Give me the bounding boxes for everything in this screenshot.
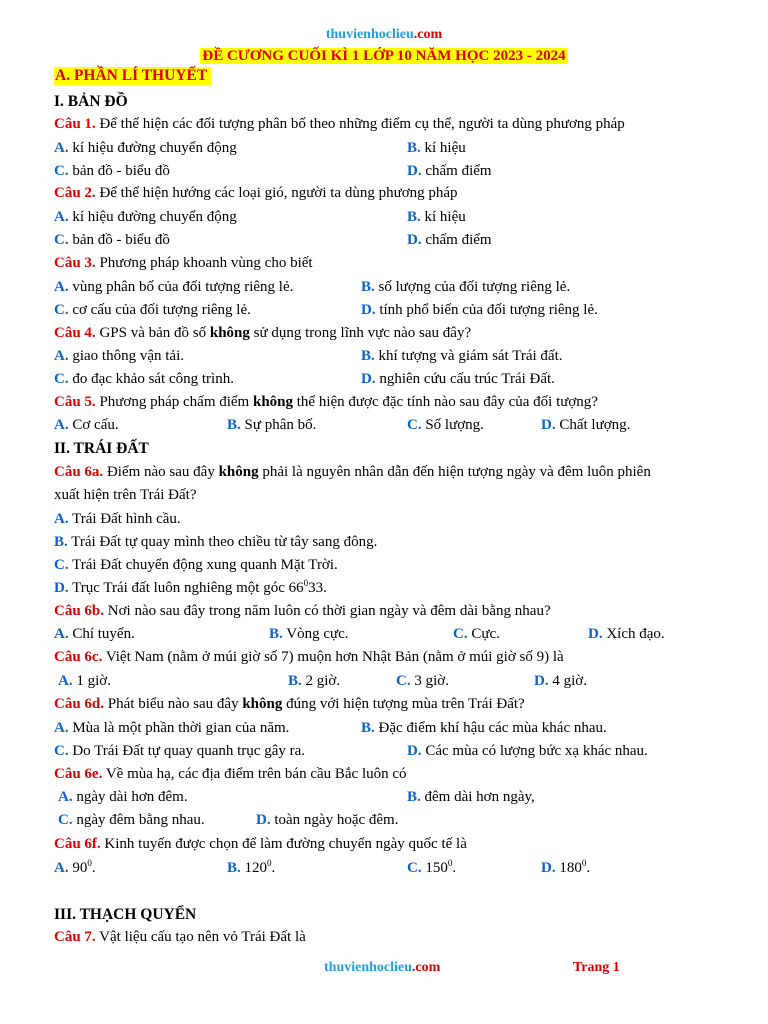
q2-option-c: C. bản đồ - biểu đồ xyxy=(54,232,170,248)
q6e-option-a: A. ngày dài hơn đêm. xyxy=(58,789,188,805)
q5-option-a: A. Cơ cấu. xyxy=(54,417,119,433)
question-6f: Câu 6f. Kinh tuyến được chọn để làm đường chuyển ngày quốc tế là xyxy=(54,836,467,852)
footer-site: thuvienhoclieu.com xyxy=(324,960,441,975)
q2-option-a: A. kí hiệu đường chuyển động xyxy=(54,209,237,225)
question-2 xyxy=(54,185,458,202)
q6b-option-a: A. Chí tuyến. xyxy=(54,626,135,642)
q6c-option-b: B. 2 giờ. xyxy=(288,673,341,689)
question-label: Câu 6a. xyxy=(54,464,104,480)
q6b-option-d: D. Xích đạo. xyxy=(588,626,665,642)
question-label: Câu 6c. xyxy=(54,649,103,665)
question-6c: Câu 6c. Việt Nam (nằm ở múi giờ số 7) muộn hơn Nhật Bản (nằm ở múi giờ số 9) là xyxy=(54,649,564,665)
page-number: Trang 1 xyxy=(573,960,620,975)
q2-option-b: B. kí hiệu xyxy=(407,209,466,225)
q6a-option-a: A. Trái Đất hình cầu. xyxy=(54,511,181,527)
question-text: Để thể hiện các đối tượng phân bố theo những điểm cụ thể, người ta dùng phương pháp xyxy=(95,116,625,132)
q1-option-c: C. bản đồ - biểu đồ xyxy=(54,163,170,179)
question-1 xyxy=(54,116,625,133)
q6f-option-b: B. $120^0$. xyxy=(227,858,276,876)
q6d-option-b: B. Đặc điểm khí hậu các mùa khác nhau. xyxy=(361,720,607,736)
question-label: Câu 6f. xyxy=(54,836,101,852)
question-6d: Câu 6d. Phát biểu nào sau đây không đúng với hiện tượng mùa trên Trái Đất? xyxy=(54,696,525,712)
q1-option-b: B. kí hiệu xyxy=(407,140,466,156)
question-7: Câu 7. Vật liệu cấu tạo nên vỏ Trái Đất là xyxy=(54,929,306,945)
document-title: ĐỀ CƯƠNG CUỐI KÌ 1 LỚP 10 NĂM HỌC 2023 - 2024 xyxy=(202,48,566,64)
document-title-row xyxy=(0,47,768,65)
question-label: Câu 6b. xyxy=(54,603,105,619)
question-text: Phương pháp khoanh vùng cho biết xyxy=(95,255,313,271)
q6d-option-c: C. Do Trái Đất tự quay quanh trục gây ra. xyxy=(54,743,306,759)
question-3 xyxy=(54,255,313,272)
question-6e: Câu 6e. Về mùa hạ, các địa điểm trên bán cầu Bắc luôn có xyxy=(54,766,407,782)
q4-option-c: C. đo đạc khảo sát công trình. xyxy=(54,371,234,387)
q6a-option-b: B. Trái Đất tự quay mình theo chiều từ tây sang đông. xyxy=(54,534,378,550)
question-5: Câu 5. Phương pháp chấm điểm không thể hiện được đặc tính nào sau đây của đối tượng? xyxy=(54,394,598,410)
q3-option-a: A. vùng phân bố của đối tượng riêng lẻ. xyxy=(54,279,294,295)
section-3-heading: III. THẠCH QUYỂN xyxy=(54,906,197,923)
site-header xyxy=(0,27,768,43)
question-label: Câu 5. xyxy=(54,394,96,410)
q6f-option-c: C. $150^0$. xyxy=(407,858,457,876)
question-4: Câu 4. GPS và bản đồ số không sử dụng trong lĩnh vực nào sau đây? xyxy=(54,325,472,341)
section-1-heading: I. BẢN ĐỒ xyxy=(54,93,128,110)
q5-option-d: D. Chất lượng. xyxy=(541,417,631,433)
q6e-option-c: C. ngày đêm bằng nhau. xyxy=(58,812,205,828)
q1-option-d: D. chấm điểm xyxy=(407,163,492,179)
q4-option-b: B. khí tượng và giám sát Trái đất. xyxy=(361,348,563,364)
q6a-option-c: C. Trái Đất chuyển động xung quanh Mặt Trời. xyxy=(54,557,338,573)
q6e-option-d: D. toàn ngày hoặc đêm. xyxy=(256,812,399,828)
q2-option-d: D. chấm điểm xyxy=(407,232,492,248)
q6d-option-d: D. Các mùa có lượng bức xạ khác nhau. xyxy=(407,743,648,759)
q6b-option-b: B. Vòng cực. xyxy=(269,626,349,642)
section-a-heading: A. PHẦN LÍ THUYẾT xyxy=(54,67,211,85)
q4-option-a: A. giao thông vận tải. xyxy=(54,348,184,364)
q3-option-d: D. tính phổ biến của đối tượng riêng lẻ. xyxy=(361,302,598,318)
question-label: Câu 4. xyxy=(54,325,96,341)
q6f-option-a: A. $90^0$. xyxy=(54,858,96,876)
q6c-option-c: C. 3 giờ. xyxy=(396,673,449,689)
section-2-heading: II. TRÁI ĐẤT xyxy=(54,440,149,457)
question-label: Câu 7. xyxy=(54,929,96,945)
question-label: Câu 3. xyxy=(54,255,96,271)
question-label: Câu 6e. xyxy=(54,766,103,782)
question-text: Để thể hiện hướng các loại gió, người ta dùng phương pháp xyxy=(95,185,458,201)
question-label: Câu 6d. xyxy=(54,696,105,712)
question-label: Câu 2. xyxy=(54,185,96,201)
question-6b: Câu 6b. Nơi nào sau đây trong năm luôn có thời gian ngày và đêm dài bằng nhau? xyxy=(54,603,551,619)
site-domain: .com xyxy=(413,27,443,42)
q6d-option-a: A. Mùa là một phần thời gian của năm. xyxy=(54,720,290,736)
question-label: Câu 1. xyxy=(54,116,96,132)
question-6a: Câu 6a. Điểm nào sau đây không phải là nguyên nhân dẫn đến hiện tượng ngày và đêm luôn phiên xyxy=(54,464,651,480)
q6e-option-b: B. đêm dài hơn ngày, xyxy=(407,789,535,805)
site-name: thuvienhoclieu xyxy=(325,27,414,42)
q3-option-b: B. số lượng của đối tượng riêng lẻ. xyxy=(361,279,571,295)
question-6a-continued: xuất hiện trên Trái Đất? xyxy=(54,487,197,503)
q6c-option-a: A. 1 giờ. xyxy=(58,673,111,689)
q6b-option-c: C. Cực. xyxy=(453,626,500,642)
q4-option-d: D. nghiên cứu cấu trúc Trái Đất. xyxy=(361,371,555,387)
q5-option-b: B. Sự phân bố. xyxy=(227,417,317,433)
q6c-option-d: D. 4 giờ. xyxy=(534,673,587,689)
q6a-option-d: D. Trục Trái đất luôn nghiêng một góc $66^033$. xyxy=(54,578,327,596)
q5-option-c: C. Số lượng. xyxy=(407,417,484,433)
q6f-option-d: D. $180^0$. xyxy=(541,858,591,876)
q1-option-a: A. kí hiệu đường chuyển động xyxy=(54,140,237,156)
q3-option-c: C. cơ cấu của đối tượng riêng lẻ. xyxy=(54,302,251,318)
